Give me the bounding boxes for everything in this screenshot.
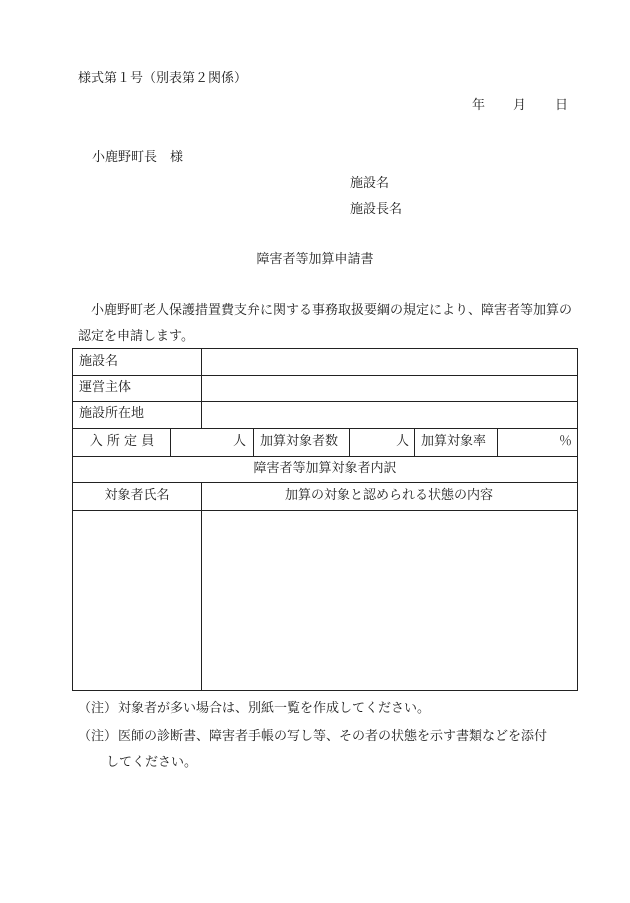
date-year: 年: [472, 98, 486, 113]
label-capacity: 入 所 定 員: [89, 434, 155, 449]
label-facility-name: 施設名: [79, 354, 119, 369]
application-table: [72, 348, 578, 691]
intro-text: 小鹿野町老人保護措置費支弁に関する事務取扱要綱の規定により、障害者等加算の認定を申請します。: [78, 303, 573, 344]
note-1: [78, 696, 578, 722]
facility-name-label: 施設名: [350, 176, 390, 191]
target-count-unit: 人: [396, 434, 410, 449]
label-target-rate: 加算対象率: [421, 434, 487, 449]
label-operator: 運営主体: [79, 380, 132, 395]
note-2: [78, 724, 578, 776]
note-2-text-line1: 医師の診断書、障害者手帳の写し等、その者の状態を示す書類などを添付: [118, 729, 548, 744]
note-1-text: 対象者が多い場合は、別紙一覧を作成してください。: [118, 701, 431, 716]
notes: [78, 696, 578, 776]
date-month: 月: [513, 98, 527, 113]
note-2-text-line2: してください。: [106, 755, 198, 770]
date-day: 日: [555, 98, 569, 113]
col-target-name: 対象者氏名: [104, 488, 170, 503]
facility-head-label: 施設長名: [350, 202, 403, 217]
document-title: 障害者等加算申請書: [256, 252, 374, 267]
note-1-mark: （注）: [78, 701, 118, 716]
breakdown-heading: 障害者等加算対象者内訳: [253, 461, 397, 476]
col-condition: 加算の対象と認められる状態の内容: [284, 488, 493, 503]
target-rate-unit: ％: [559, 434, 573, 449]
addressee: 小鹿野町長 様: [92, 150, 184, 165]
label-facility-address: 施設所在地: [79, 406, 145, 421]
note-2-mark: （注）: [78, 729, 118, 744]
capacity-unit: 人: [233, 434, 247, 449]
form-number: 様式第１号（別表第２関係）: [78, 71, 248, 86]
label-target-count: 加算対象者数: [260, 434, 339, 449]
